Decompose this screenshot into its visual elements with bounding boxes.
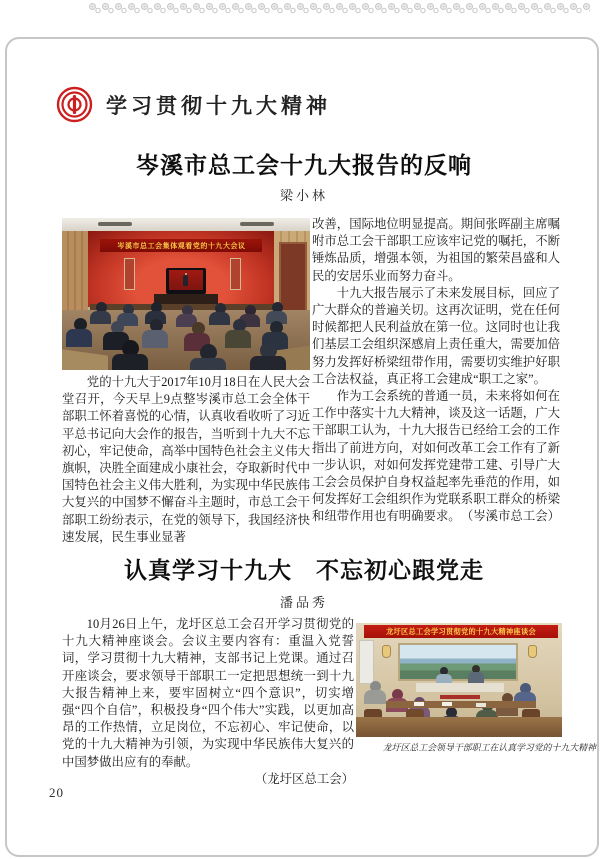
landscape-painting	[398, 643, 518, 681]
article1-paragraph-start: 党的十九大于2017年10月18日在人民大会堂召开，今天早上9点整岑溪市总工会全体干部职工怀着喜悦的心情，认真收看收听了习近平总书记向大会作的报告，当听到十九大不忘初心，牢记使命，高举中国特色社会主义伟大旗帜，决胜全面建成小康社会，夺取新时代中国特色社会主义伟大胜利，为实现中华民族伟大复兴的中国梦不懈奋斗主题时，市总工会干部职工纷纷表示，在党的领导下，我国经济快速发展，民生事业显著	[62, 375, 310, 544]
article1-paragraph-3	[312, 388, 560, 526]
desk-papers	[414, 702, 424, 706]
audience-bodies-mid	[66, 329, 92, 347]
tv-speaker-face	[185, 273, 188, 276]
tv-speaker-figure	[183, 275, 188, 286]
presenter-table	[416, 683, 504, 692]
tv-cabinet	[154, 294, 218, 304]
article1-right-column	[312, 216, 560, 526]
audience-bodies-back	[90, 311, 111, 324]
article1-left-column	[62, 218, 310, 546]
decorative-swirl-border	[88, 2, 590, 15]
article2-text-column	[62, 616, 354, 788]
section-slogan: 学习贯彻十九大精神	[106, 92, 331, 118]
article2-content-row	[62, 616, 596, 788]
wood-panel-left	[62, 231, 88, 313]
photo1-banner	[100, 239, 262, 252]
front-desks	[356, 717, 562, 737]
article2-author: 潘品秀	[279, 595, 328, 610]
meeting-photo-cenxi	[62, 218, 310, 370]
air-conditioner	[359, 640, 374, 684]
photo1-banner-text: 岑溪市总工会集体观看党的十九大会议	[116, 241, 246, 250]
article1-author: 梁小林	[279, 188, 328, 203]
article1-paragraph-3-text: 作为工会系统的普通一员，未来将如何在工作中落实十九大精神，谈及这一话题，广大干部职工认为，十九大报告已经给工会的工作指出了前进方向，对如何改革工会工作有了新一步认识，对如何发挥党建带工建、引导广大工会会员保护自身权益起率先垂范的作用，如何发挥好工会组织作为党联系职工群众的桥梁和纽带作用也有明确要求。	[312, 389, 560, 524]
wall-lamp-right	[528, 645, 537, 658]
wall-lamp-left	[382, 645, 391, 658]
wall-scroll-right	[230, 258, 241, 290]
attendee-bodies	[364, 690, 386, 704]
wall-scroll-left	[124, 258, 135, 290]
article1-attribution: （岑溪市总工会）	[460, 509, 560, 524]
union-logo-icon	[56, 86, 93, 123]
article2-title: 认真学习十九大 不忘初心跟党走	[124, 557, 484, 583]
photo2-banner	[364, 625, 558, 638]
article1-title: 岑溪市总工会十九大报告的反响	[136, 152, 472, 178]
section-header	[56, 86, 331, 123]
room-door	[279, 242, 307, 316]
article1-left-text	[62, 374, 310, 546]
middle-desks	[386, 701, 536, 708]
photo2-banner-text: 龙圩区总工会学习贯彻党的十九大精神座谈会	[386, 627, 537, 636]
symposium-photo-longxu	[356, 623, 562, 737]
ceiling-vent	[98, 222, 132, 226]
article2-attribution: （龙圩区总工会）	[254, 771, 354, 786]
article2-body: 10月26日上午，龙圩区总工会召开学习贯彻党的十九大精神座谈会。会议主要内容有：重温入党誓词，学习贯彻十九大精神，支部书记上党课。通过召开座谈会，要求领导干部职工一定把思想统一到十九大报告精神上来，要牢固树立“四个意识”，切实增强“四个自信”，积极投身“四个伟大”实践，以更加高昂的工作热情，立足岗位，不忘初心、牢记使命，以党的十九大精神为引领，为实现中华民族伟大复兴的中国梦做出应有的奉献。	[62, 617, 354, 769]
article2-photo-column	[356, 623, 596, 788]
article1-paragraph-2: 十九大报告展示了未来发展目标，回应了广大群众的普遍关切。这再次证明，党在任何时候都把人民利益放在第一位。这同时也让我们基层工会组织深感肩上责任重大，需要加倍努力发挥好桥梁纽带作用，需要切实维护好职工合法权益，真正将工会建成“职工之家”。	[312, 285, 560, 386]
audience-bodies-front	[112, 354, 148, 370]
article1-paragraph-continuation: 改善，国际地位明显提高。期间张晖副主席嘱咐市总工会干部职工应该牢记党的嘱托，不断锤炼品质，增强本领，为祖国的繁荣昌盛和人民的安居乐业而努力奋斗。	[312, 217, 560, 283]
photo2-caption: 龙圩区总工会领导干部职工在认真学习党的十九大精神	[382, 742, 596, 753]
page-number: 20	[49, 785, 64, 800]
red-table-item	[440, 695, 480, 699]
